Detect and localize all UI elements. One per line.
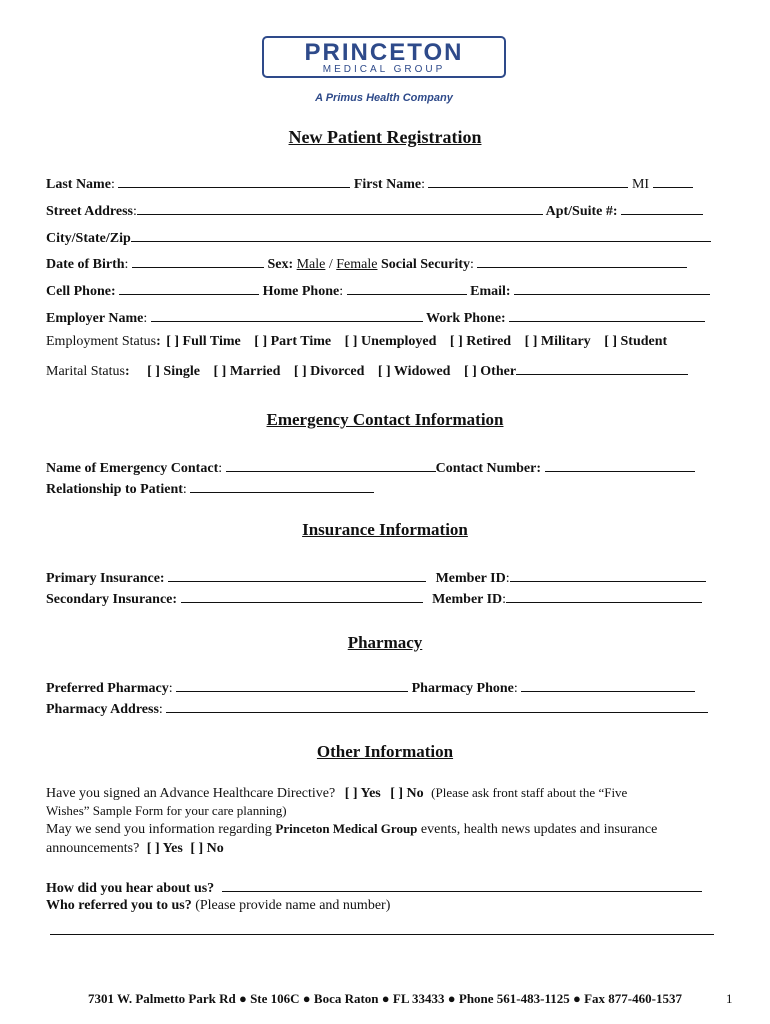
send-info-question-cont: events, health news updates and insurance bbox=[420, 822, 658, 837]
relationship-field[interactable] bbox=[190, 479, 374, 493]
preferred-pharmacy-label: Preferred Pharmacy bbox=[46, 681, 169, 696]
pharmacy-phone-label: Pharmacy Phone bbox=[411, 681, 514, 696]
footer-address: 7301 W. Palmetto Park Rd ● Ste 106C ● Boca Raton ● FL 33433 ● Phone 561-483-1125 ● Fax 877-460-1537 bbox=[88, 991, 682, 1006]
directive-question: Have you signed an Advance Healthcare Directive? bbox=[46, 786, 336, 801]
referred-label: Who referred you to us? bbox=[46, 898, 192, 913]
hear-about-field[interactable] bbox=[222, 878, 702, 892]
marital-option[interactable]: [ ] Married bbox=[213, 364, 281, 379]
logo bbox=[262, 36, 506, 78]
send-info-row-2 bbox=[46, 841, 224, 857]
employment-status-label: Employment Status bbox=[46, 334, 157, 349]
referred-field[interactable] bbox=[50, 934, 714, 935]
secondary-insurance-field[interactable] bbox=[181, 589, 423, 603]
apt-suite-label: Apt/Suite #: bbox=[545, 204, 618, 219]
last-name-label: Last Name bbox=[46, 177, 111, 192]
city-state-zip-field[interactable] bbox=[131, 228, 711, 242]
last-name-row: Last Name: First Name: MI bbox=[46, 174, 693, 193]
ssn-label: Social Security bbox=[380, 257, 471, 272]
street-address-label: Street Address bbox=[46, 204, 133, 219]
street-address-field[interactable] bbox=[137, 201, 543, 215]
sex-label: Sex: bbox=[267, 257, 294, 272]
directive-row bbox=[46, 785, 627, 802]
hear-about-row bbox=[46, 878, 702, 897]
primary-insurance-field[interactable] bbox=[168, 568, 426, 582]
form-title: New Patient Registration bbox=[288, 127, 482, 147]
relationship-row: Relationship to Patient: bbox=[46, 479, 374, 498]
send-info-yes-option[interactable]: [ ] Yes bbox=[146, 841, 183, 856]
city-row bbox=[46, 228, 711, 247]
employer-row: Employer Name: Work Phone: bbox=[46, 308, 705, 327]
primary-member-id-field[interactable] bbox=[510, 568, 706, 582]
pharmacy-phone-field[interactable] bbox=[521, 678, 695, 692]
pharmacy-address-label: Pharmacy Address bbox=[46, 702, 159, 717]
send-info-row bbox=[46, 821, 657, 838]
primary-insurance-row: Primary Insurance: Member ID: bbox=[46, 568, 706, 587]
emergency-row: Name of Emergency Contact: Contact Number: bbox=[46, 458, 695, 477]
pharmacy-heading: Pharmacy bbox=[347, 633, 423, 652]
secondary-member-id-field[interactable] bbox=[506, 589, 702, 603]
work-phone-field[interactable] bbox=[509, 308, 705, 322]
dob-row: Date of Birth: Sex: Male / Female Social Security: bbox=[46, 254, 687, 273]
emergency-name-label: Name of Emergency Contact bbox=[46, 461, 219, 476]
city-state-zip-label: City/State/Zip bbox=[46, 231, 131, 246]
marital-option[interactable]: [ ] Widowed bbox=[377, 364, 451, 379]
cell-phone-field[interactable] bbox=[119, 281, 259, 295]
referred-row bbox=[46, 898, 390, 914]
logo-tagline: A Primus Health Company bbox=[315, 92, 453, 104]
employment-option[interactable]: [ ] Retired bbox=[449, 334, 512, 349]
marital-other-field[interactable] bbox=[516, 361, 688, 375]
contact-number-field[interactable] bbox=[545, 458, 695, 472]
secondary-insurance-label: Secondary Insurance: bbox=[46, 592, 178, 607]
other-heading: Other Information bbox=[316, 742, 454, 761]
contact-number-label: Contact Number: bbox=[435, 461, 541, 476]
employment-option[interactable]: [ ] Unemployed bbox=[344, 334, 437, 349]
email-field[interactable] bbox=[514, 281, 710, 295]
preferred-pharmacy-field[interactable] bbox=[176, 678, 408, 692]
pharmacy-address-field[interactable] bbox=[166, 699, 708, 713]
cell-phone-label: Cell Phone: bbox=[46, 284, 116, 299]
directive-note-line2: Wishes” Sample Form for your care planning) bbox=[46, 803, 287, 818]
sex-slash: / bbox=[328, 257, 333, 272]
first-name-label: First Name bbox=[353, 177, 422, 192]
employment-option[interactable]: [ ] Full Time bbox=[166, 334, 241, 349]
relationship-label: Relationship to Patient bbox=[46, 482, 183, 497]
directive-no-option[interactable]: [ ] No bbox=[390, 786, 424, 801]
apt-suite-field[interactable] bbox=[621, 201, 703, 215]
secondary-insurance-row: Secondary Insurance: Member ID: bbox=[46, 589, 702, 608]
work-phone-label: Work Phone: bbox=[425, 311, 506, 326]
first-name-field[interactable] bbox=[428, 174, 628, 188]
employer-label: Employer Name bbox=[46, 311, 144, 326]
primary-insurance-label: Primary Insurance: bbox=[46, 571, 165, 586]
dob-label: Date of Birth bbox=[46, 257, 125, 272]
marital-status-label: Marital Status bbox=[46, 364, 125, 379]
referred-note: (Please provide name and number) bbox=[195, 898, 391, 913]
home-phone-field[interactable] bbox=[347, 281, 467, 295]
sex-female-option[interactable]: Female bbox=[336, 257, 378, 272]
marital-option[interactable]: [ ] Divorced bbox=[293, 364, 365, 379]
send-info-org: Princeton Medical Group bbox=[275, 821, 418, 836]
marital-option[interactable]: [ ] Other bbox=[463, 364, 517, 379]
mi-field[interactable] bbox=[653, 174, 693, 188]
employment-row: Employment Status: [ ] Full Time [ ] Part Time [ ] Unemployed [ ] Retired [ ] Military [ ] Student bbox=[46, 334, 668, 349]
mi-label: MI bbox=[631, 177, 650, 192]
page-number: 1 bbox=[726, 991, 733, 1006]
send-info-question-end: announcements? bbox=[46, 841, 140, 856]
send-info-question: May we send you information regarding bbox=[46, 822, 272, 837]
dob-field[interactable] bbox=[132, 254, 264, 268]
marital-row: Marital Status: [ ] Single [ ] Married [ ] Divorced [ ] Widowed [ ] Other bbox=[46, 361, 688, 380]
phone-row: Cell Phone: Home Phone: Email: bbox=[46, 281, 710, 300]
member-id-label: Member ID bbox=[432, 592, 503, 607]
send-info-no-option[interactable]: [ ] No bbox=[190, 841, 224, 856]
directive-yes-option[interactable]: [ ] Yes bbox=[344, 786, 381, 801]
emergency-name-field[interactable] bbox=[226, 458, 436, 472]
employment-option[interactable]: [ ] Student bbox=[604, 334, 668, 349]
last-name-field[interactable] bbox=[118, 174, 350, 188]
logo-subtitle: MEDICAL GROUP bbox=[322, 64, 446, 75]
home-phone-label: Home Phone bbox=[262, 284, 340, 299]
directive-note: (Please ask front staff about the “Five bbox=[431, 785, 628, 800]
ssn-field[interactable] bbox=[477, 254, 687, 268]
member-id-label: Member ID bbox=[435, 571, 506, 586]
logo-name: PRINCETON bbox=[304, 39, 464, 66]
emergency-heading: Emergency Contact Information bbox=[266, 410, 504, 429]
employment-option[interactable]: [ ] Part Time bbox=[254, 334, 332, 349]
hear-about-label: How did you hear about us? bbox=[46, 881, 215, 896]
email-label: Email: bbox=[470, 284, 511, 299]
employer-field[interactable] bbox=[151, 308, 423, 322]
employment-option[interactable]: [ ] Military bbox=[524, 334, 591, 349]
pharmacy-address-row: Pharmacy Address: bbox=[46, 699, 708, 718]
marital-option[interactable]: [ ] Single bbox=[147, 364, 200, 379]
sex-male-option[interactable]: Male bbox=[296, 257, 326, 272]
insurance-heading: Insurance Information bbox=[302, 520, 468, 539]
pharmacy-row: Preferred Pharmacy: Pharmacy Phone: bbox=[46, 678, 695, 697]
street-row: Street Address: Apt/Suite #: bbox=[46, 201, 703, 220]
